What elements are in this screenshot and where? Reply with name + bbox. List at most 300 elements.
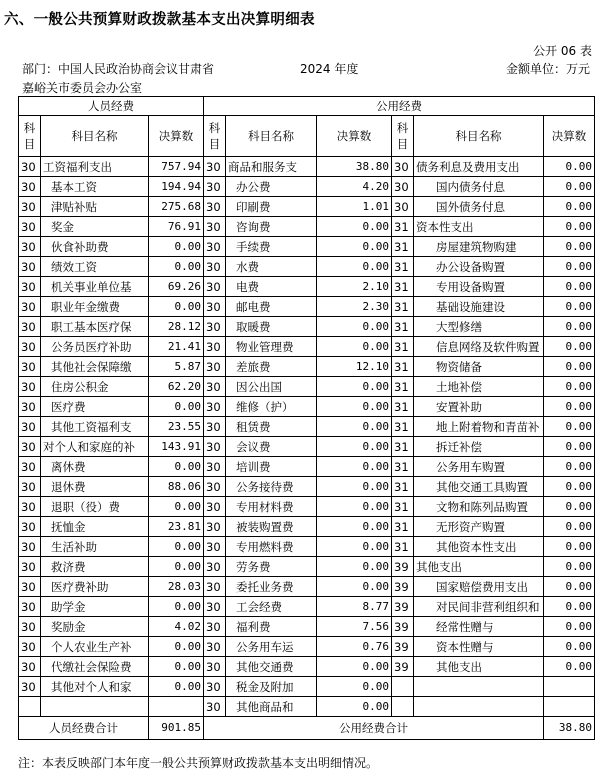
amount-value: 0.00 [317,317,392,337]
amount-value: 0.00 [149,397,204,417]
amount-value: 0.00 [317,397,392,417]
subject-code: 30 [204,197,226,217]
subject-name: 债务利息及费用支出 [414,157,544,177]
amount-value: 143.91 [149,437,204,457]
public-total-label: 公用经费合计 [204,717,544,740]
table-row [19,157,595,177]
subject-code: 30 [204,377,226,397]
fiscal-year: 2024 年度 [300,62,359,76]
amount-value: 0.76 [317,637,392,657]
header-name: 科目名称 [226,116,317,157]
header-name: 科目名称 [41,116,149,157]
subject-name: 租赁费 [226,417,317,437]
amount-value: 0.00 [317,237,392,257]
subject-name: 其他社会保障缴 [41,357,149,377]
table-row [19,377,595,397]
subject-name: 住房公积金 [41,377,149,397]
amount-value: 0.00 [544,437,595,457]
subject-name: 代缴社会保险费 [41,657,149,677]
subject-code: 31 [392,457,414,477]
amount-value: 4.20 [317,177,392,197]
amount-value: 88.06 [149,477,204,497]
subject-code: 30 [204,697,226,717]
subject-code: 39 [392,657,414,677]
subject-code [19,697,41,717]
subject-name: 抚恤金 [41,517,149,537]
amount-value: 0.00 [544,257,595,277]
amount-value: 0.00 [317,577,392,597]
table-row [19,477,595,497]
amount-unit: 金额单位：万元 [505,62,590,76]
page-title: 六、一般公共预算财政拨款基本支出决算明细表 [4,12,315,28]
subject-name: 维修（护） [226,397,317,417]
amount-value: 0.00 [544,237,595,257]
subject-name: 职业年金缴费 [41,297,149,317]
subject-name: 印刷费 [226,197,317,217]
subject-name: 救济费 [41,557,149,577]
amount-value: 0.00 [544,477,595,497]
subject-code: 30 [19,217,41,237]
subject-code: 31 [392,437,414,457]
subject-code: 30 [204,577,226,597]
amount-value: 0.00 [544,337,595,357]
amount-value: 0.00 [317,657,392,677]
subject-name: 取暖费 [226,317,317,337]
amount-value: 0.00 [544,517,595,537]
subject-code: 30 [19,397,41,417]
amount-value: 0.00 [544,297,595,317]
amount-value: 0.00 [544,377,595,397]
subject-name: 其他交通费 [226,657,317,677]
table-row [19,457,595,477]
amount-value: 4.02 [149,617,204,637]
section-personnel: 人员经费 [19,97,204,116]
subject-name: 伙食补助费 [41,237,149,257]
amount-value: 0.00 [317,437,392,457]
amount-value: 0.00 [149,537,204,557]
subject-code: 30 [204,477,226,497]
subject-code: 31 [392,337,414,357]
subject-code: 31 [392,377,414,397]
subject-name: 电费 [226,277,317,297]
amount-value: 0.00 [544,457,595,477]
subject-code: 30 [392,177,414,197]
subject-name: 对民间非营利组织和 [414,597,544,617]
subject-name: 文物和陈列品购置 [414,497,544,517]
subject-name: 助学金 [41,597,149,617]
table-row [19,317,595,337]
table-row [19,257,595,277]
amount-value: 38.80 [317,157,392,177]
table-row [19,277,595,297]
subject-code: 30 [204,157,226,177]
subject-name: 生活补助 [41,537,149,557]
subject-name: 其他对个人和家 [41,677,149,697]
subject-code: 31 [392,277,414,297]
amount-value: 0.00 [317,337,392,357]
table-row [19,537,595,557]
table-row [19,557,595,577]
amount-value: 194.94 [149,177,204,197]
amount-value: 23.81 [149,517,204,537]
subject-name: 委托业务费 [226,577,317,597]
subject-name: 手续费 [226,237,317,257]
subject-code: 30 [19,157,41,177]
subject-code: 30 [19,577,41,597]
expenditure-table [18,96,595,740]
subject-name: 其他工资福利支 [41,417,149,437]
subject-name: 对个人和家庭的补 [41,437,149,457]
amount-value: 0.00 [317,217,392,237]
amount-value: 0.00 [317,537,392,557]
subject-code: 30 [204,457,226,477]
subject-name: 咨询费 [226,217,317,237]
header-amount: 决算数 [317,116,392,157]
amount-value: 0.00 [317,477,392,497]
subject-name: 资本性支出 [414,217,544,237]
amount-value: 21.41 [149,337,204,357]
subject-code: 30 [204,517,226,537]
subject-name: 个人农业生产补 [41,637,149,657]
subject-code: 30 [204,357,226,377]
table-row [19,197,595,217]
subject-name: 津贴补贴 [41,197,149,217]
amount-value: 0.00 [149,657,204,677]
subject-code: 30 [204,257,226,277]
table-row [19,637,595,657]
subject-code: 30 [392,157,414,177]
amount-value: 0.00 [317,417,392,437]
personnel-total-label: 人员经费合计 [19,717,149,740]
table-row [19,417,595,437]
subject-name: 工会经费 [226,597,317,617]
amount-value [149,697,204,717]
subject-name: 地上附着物和青苗补 [414,417,544,437]
table-row [19,217,595,237]
amount-value: 1.01 [317,197,392,217]
subject-name: 退职（役）费 [41,497,149,517]
subject-code: 31 [392,517,414,537]
subject-code: 30 [19,177,41,197]
subject-code: 30 [19,617,41,637]
subject-code: 31 [392,257,414,277]
subject-code: 30 [204,277,226,297]
amount-value: 0.00 [544,197,595,217]
subject-code: 30 [204,297,226,317]
subject-name: 其他支出 [414,557,544,577]
subject-name: 公务用车购置 [414,457,544,477]
subject-name: 办公设备购置 [414,257,544,277]
subject-code: 31 [392,317,414,337]
subject-code: 30 [204,637,226,657]
amount-value: 0.00 [544,417,595,437]
amount-value: 0.00 [317,697,392,717]
subject-code: 30 [19,337,41,357]
amount-value: 0.00 [544,177,595,197]
subject-name: 奖金 [41,217,149,237]
subject-code: 30 [204,437,226,457]
section-public: 公用经费 [204,97,595,116]
subject-name: 培训费 [226,457,317,477]
footnote: 注：本表反映部门本年度一般公共预算财政拨款基本支出明细情况。 [18,756,379,770]
amount-value: 28.03 [149,577,204,597]
amount-value: 0.00 [544,557,595,577]
subject-code: 30 [19,597,41,617]
header-amount: 决算数 [544,116,595,157]
amount-value: 0.00 [149,237,204,257]
subject-name: 邮电费 [226,297,317,317]
subject-code: 31 [392,397,414,417]
subject-code: 30 [204,237,226,257]
subject-code: 30 [19,297,41,317]
subject-code [392,677,414,697]
header-name: 科目名称 [414,116,544,157]
subject-code: 31 [392,537,414,557]
subject-code: 30 [204,417,226,437]
table-row [19,597,595,617]
amount-value: 275.68 [149,197,204,217]
subject-code: 30 [19,477,41,497]
subject-name: 劳务费 [226,557,317,577]
subject-code: 31 [392,297,414,317]
amount-value: 0.00 [544,157,595,177]
amount-value: 2.10 [317,277,392,297]
subject-code: 30 [19,517,41,537]
subject-name: 其他资本性支出 [414,537,544,557]
subject-code: 30 [19,437,41,457]
amount-value: 76.91 [149,217,204,237]
subject-name: 经常性赠与 [414,617,544,637]
table-row [19,617,595,637]
amount-value: 0.00 [317,257,392,277]
subject-name: 会议费 [226,437,317,457]
subject-code: 30 [204,317,226,337]
subject-code: 30 [204,677,226,697]
table-row [19,297,595,317]
subject-name: 公务员医疗补助 [41,337,149,357]
amount-value: 0.00 [149,637,204,657]
amount-value: 12.10 [317,357,392,377]
subject-name: 大型修缮 [414,317,544,337]
amount-value: 0.00 [544,497,595,517]
amount-value: 757.94 [149,157,204,177]
subject-name: 机关事业单位基 [41,277,149,297]
header-code: 科目 [392,116,414,157]
subject-code: 31 [392,417,414,437]
subject-name: 国外债务付息 [414,197,544,217]
table-row [19,357,595,377]
subject-name: 专用设备购置 [414,277,544,297]
amount-value: 0.00 [544,357,595,377]
subject-code: 30 [204,597,226,617]
subject-name: 其他交通工具购置 [414,477,544,497]
amount-value: 0.00 [317,677,392,697]
subject-code [392,697,414,717]
department-line-2: 嘉峪关市委员会办公室 [22,81,143,95]
subject-name: 其他商品和 [226,697,317,717]
amount-value [544,697,595,717]
amount-value: 0.00 [544,397,595,417]
header-code: 科目 [204,116,226,157]
subject-name: 奖励金 [41,617,149,637]
subject-name: 基础设施建设 [414,297,544,317]
amount-value: 5.87 [149,357,204,377]
subject-code: 31 [392,497,414,517]
table-row [19,677,595,697]
subject-name: 水费 [226,257,317,277]
subject-name: 被装购置费 [226,517,317,537]
subject-name: 医疗费补助 [41,577,149,597]
subject-code: 30 [19,677,41,697]
subject-name: 商品和服务支 [226,157,317,177]
subject-code: 30 [19,277,41,297]
table-code: 公开 06 表 [533,44,592,58]
subject-name: 土地补偿 [414,377,544,397]
amount-value: 69.26 [149,277,204,297]
subject-name: 国内债务付息 [414,177,544,197]
subject-code: 30 [19,417,41,437]
subject-code: 30 [19,557,41,577]
subject-code: 39 [392,557,414,577]
department-line-1: 部门：中国人民政治协商会议甘肃省 [22,62,215,76]
table-row [19,517,595,537]
amount-value: 0.00 [544,217,595,237]
subject-code: 30 [204,217,226,237]
header-code: 科目 [19,116,41,157]
amount-value: 0.00 [317,457,392,477]
subject-code: 30 [204,397,226,417]
subject-code: 30 [19,197,41,217]
subject-name: 无形资产购置 [414,517,544,537]
subject-code: 30 [19,237,41,257]
subject-name: 离休费 [41,457,149,477]
amount-value: 0.00 [544,577,595,597]
amount-value [544,677,595,697]
amount-value: 0.00 [149,497,204,517]
subject-code: 39 [392,597,414,617]
subject-name: 职工基本医疗保 [41,317,149,337]
amount-value: 0.00 [149,677,204,697]
subject-name: 基本工资 [41,177,149,197]
subject-code: 30 [19,357,41,377]
amount-value: 0.00 [149,297,204,317]
subject-name: 福利费 [226,617,317,637]
table-row [19,697,595,717]
subject-code: 30 [19,377,41,397]
amount-value: 0.00 [317,557,392,577]
subject-code: 39 [392,637,414,657]
amount-value: 0.00 [149,457,204,477]
subject-name: 安置补助 [414,397,544,417]
subject-code: 31 [392,217,414,237]
amount-value: 0.00 [544,617,595,637]
table-row [19,177,595,197]
amount-value: 0.00 [317,517,392,537]
table-row [19,577,595,597]
amount-value: 7.56 [317,617,392,637]
amount-value: 0.00 [544,317,595,337]
subject-code: 30 [19,497,41,517]
amount-value: 0.00 [149,597,204,617]
subject-name: 税金及附加 [226,677,317,697]
table-row [19,657,595,677]
subject-code: 30 [19,457,41,477]
subject-name: 退休费 [41,477,149,497]
amount-value: 0.00 [544,657,595,677]
table-row [19,497,595,517]
subject-name [41,697,149,717]
subject-code: 30 [204,537,226,557]
subject-name: 国家赔偿费用支出 [414,577,544,597]
subject-name: 其他支出 [414,657,544,677]
subject-name: 因公出国 [226,377,317,397]
subject-name: 专用材料费 [226,497,317,517]
subject-name: 物资储备 [414,357,544,377]
subject-code: 30 [392,197,414,217]
amount-value: 8.77 [317,597,392,617]
subject-code: 30 [204,557,226,577]
subject-code: 30 [19,637,41,657]
subject-name: 绩效工资 [41,257,149,277]
subject-code: 30 [19,317,41,337]
subject-code: 30 [19,257,41,277]
subject-code: 30 [204,497,226,517]
subject-name: 物业管理费 [226,337,317,357]
amount-value: 62.20 [149,377,204,397]
amount-value: 23.55 [149,417,204,437]
amount-value: 0.00 [317,497,392,517]
amount-value: 0.00 [317,377,392,397]
amount-value: 2.30 [317,297,392,317]
public-total-value: 38.80 [544,717,595,740]
table-row [19,237,595,257]
subject-name [414,677,544,697]
subject-name: 办公费 [226,177,317,197]
table-row [19,437,595,457]
subject-code: 31 [392,357,414,377]
subject-name: 房屋建筑物购建 [414,237,544,257]
amount-value: 0.00 [149,257,204,277]
subject-code: 39 [392,577,414,597]
table-row [19,337,595,357]
subject-code: 30 [204,177,226,197]
amount-value: 0.00 [544,597,595,617]
amount-value: 28.12 [149,317,204,337]
subject-code: 31 [392,477,414,497]
subject-name: 医疗费 [41,397,149,417]
subject-name: 工资福利支出 [41,157,149,177]
subject-name: 拆迁补偿 [414,437,544,457]
amount-value: 0.00 [544,537,595,557]
subject-name: 专用燃料费 [226,537,317,557]
amount-value: 0.00 [544,637,595,657]
table-row [19,397,595,417]
subject-name: 资本性赠与 [414,637,544,657]
subject-code: 30 [204,617,226,637]
subject-code: 30 [204,337,226,357]
subject-name: 公务用车运 [226,637,317,657]
header-amount: 决算数 [149,116,204,157]
subject-name: 差旅费 [226,357,317,377]
subject-name: 公务接待费 [226,477,317,497]
subject-code: 31 [392,237,414,257]
personnel-total-value: 901.85 [149,717,204,740]
subject-code: 30 [19,537,41,557]
subject-code: 30 [204,657,226,677]
subject-name: 信息网络及软件购置 [414,337,544,357]
amount-value: 0.00 [544,277,595,297]
amount-value: 0.00 [149,557,204,577]
